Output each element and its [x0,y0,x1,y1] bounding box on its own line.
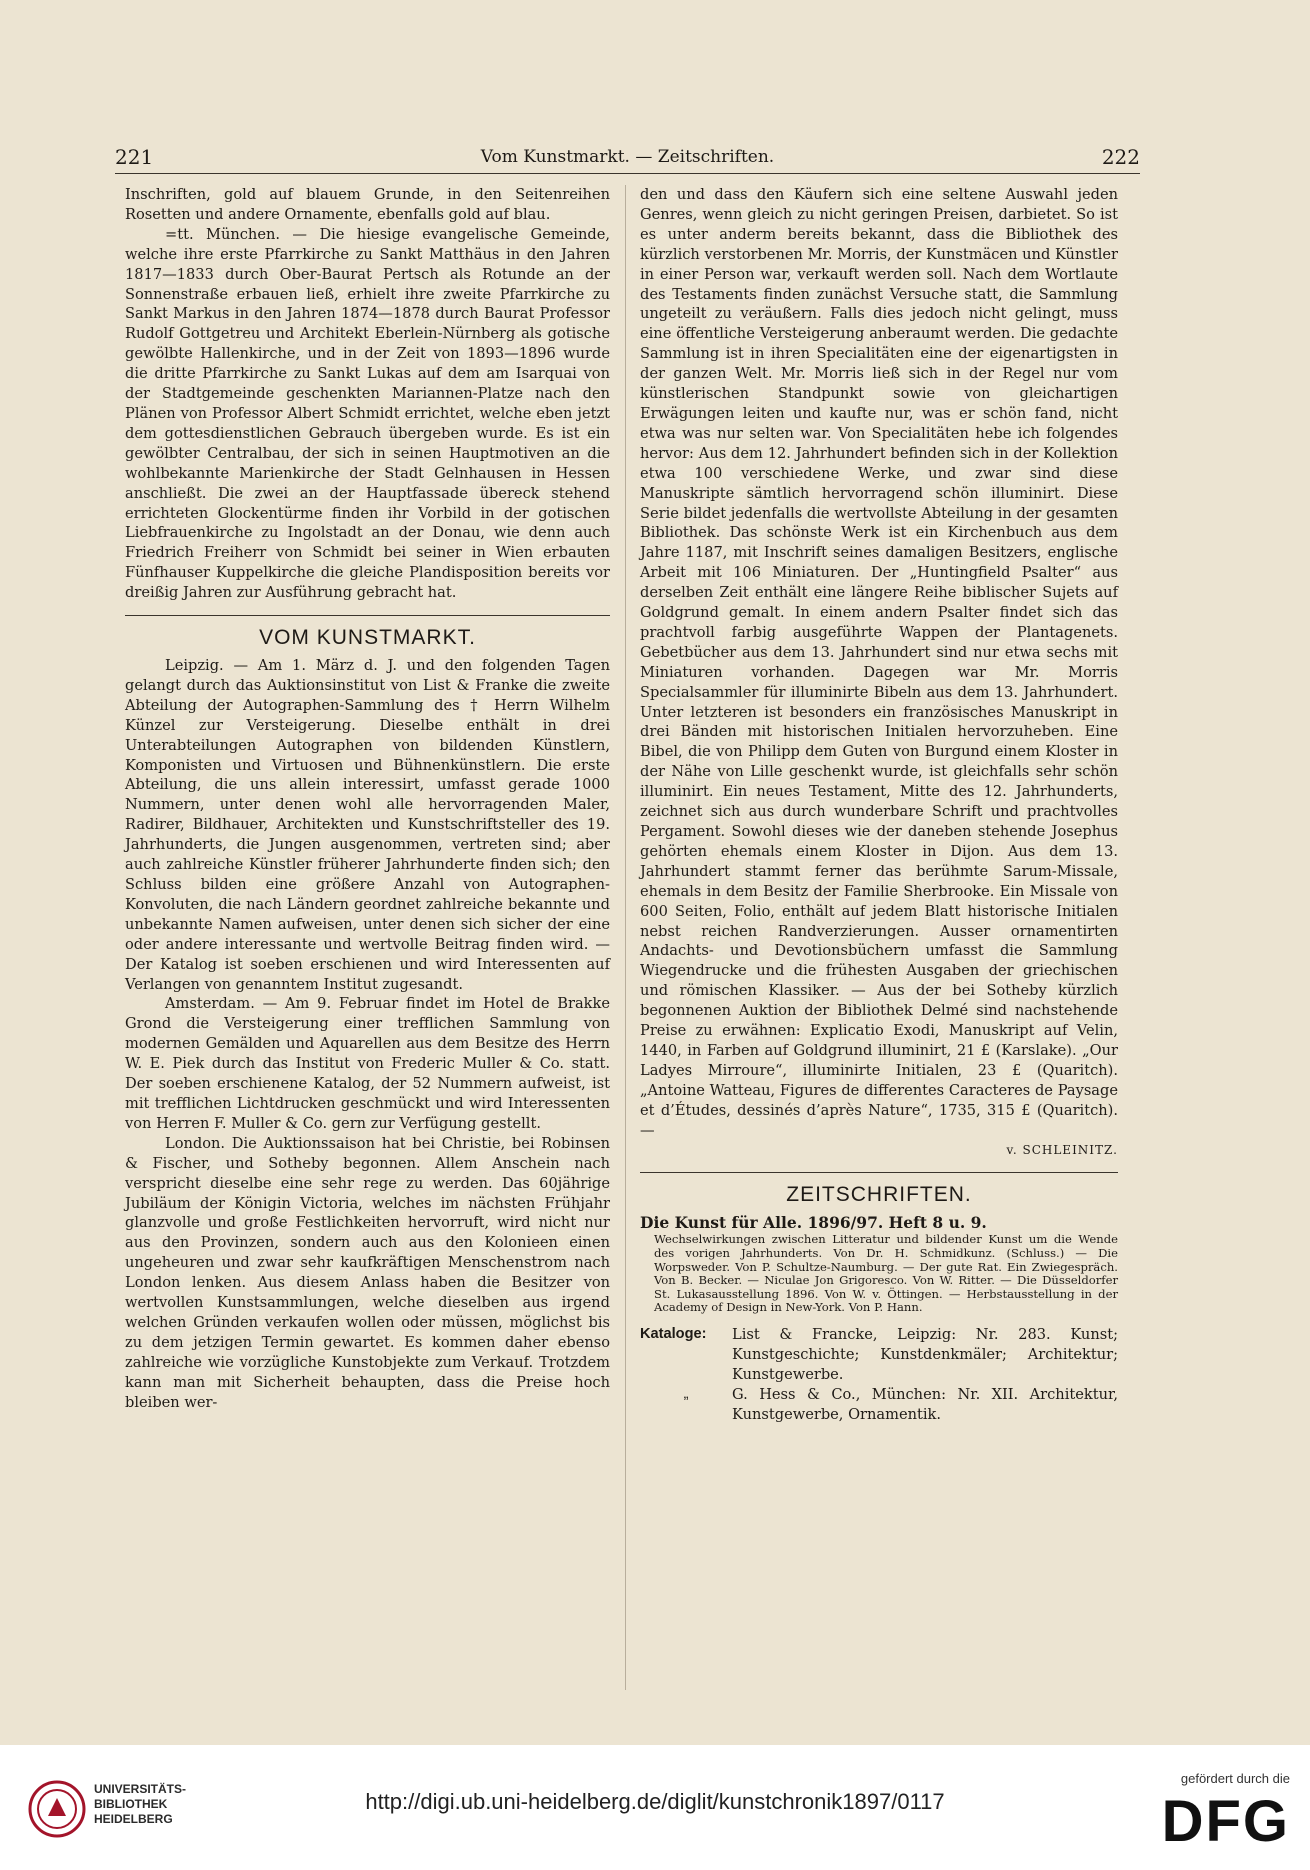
catalog-label: Kataloge: [640,1325,707,1342]
section-rule [125,615,610,616]
page-header [115,145,1140,175]
digitization-footer [0,1745,1310,1870]
paragraph-leipzig: Leipzig. — Am 1. März d. J. und den folgenden Tagen gelangt durch das Auktionsinstitut von List & Franke die zweite Abteilung der Autographen-Sammlung des † Herrn Wilhelm Künzel zur Versteigerung. Dieselbe enthält in drei Unterabteilungen Autographen von bildenden Künstlern, Komponisten und Virtuosen und Bühnenkünstlern. Die erste Abteilung, die uns allein interessirt, umfasst gerade 1000 Nummern, unter denen wohl alle hervorragenden Maler, Radirer, Bildhauer, Architekten und Kunstschriftsteller des 19. Jahrhunderts, die Jungen ausgenommen, vertreten sind; aber auch zahlreiche Künstler früherer Jahrhunderte finden sich; den Schluss bilden eine größere Anzahl von Autographen-Konvoluten, die nach Ländern geordnet zahlreiche bekannte und unbekannte Namen aufweisen, unter denen sich sicher der eine oder andere interessante und wertvolle Beitrag finden wird. — Der Katalog ist soeben erschienen und wird Interessenten auf Verlangen von genanntem Institut zugesandt. [125,657,610,993]
catalog-entry [640,1385,1118,1425]
catalog-ditto-mark: „ [683,1385,689,1402]
catalog-entry [640,1325,1118,1385]
page-content [115,135,1140,1675]
paragraph-amsterdam: Amsterdam. — Am 9. Februar findet im Hotel de Brakke Grond die Versteigerung einer trefflichen Sammlung von modernen Gemälden und Aquarellen aus dem Besitze des Herrn W. E. Piek durch das Institut von Frederic Muller & Co. statt. Der soeben erschienene Katalog, der 52 Nummern aufweist, ist mit trefflichen Lichtdrucken geschmückt und wird Interessenten von Herren F. Muller & Co. gern zur Verfügung gestellt. [125,995,610,1132]
library-name-line: BIBLIOTHEK [94,1797,168,1811]
paragraph-london: London. Die Auktionssaison hat bei Christie, bei Robinsen & Fischer, und Sotheby begonnen. Allem Anschein nach verspricht dieselbe eine sehr rege zu werden. Das 60jährige Jubiläum der Königin Victoria, welches im nächsten Frühjahr glanzvolle und große Festlichkeiten hervorruft, wird nicht nur aus den Provinzen, sondern auch aus den Kolonieen einen ungeheuren und zwar sehr kaufkräftigen Menschenstrom nach London lenken. Aus diesem Anlass haben die Besitzer von wertvollen Kunstsammlungen, welche dieselben aus irgend welchen Gründen verkaufen wollen oder müssen, möglichst bis zu dem jetzigen Termin gewartet. Es kommen daher ebenso zahlreiche wie vorzügliche Kunstobjekte zum Verkauf. Trotzdem kann man mit Sicherheit behaupten, dass die Preise hoch bleiben wer- [125,1134,610,1411]
library-name-line: HEIDELBERG [94,1812,173,1826]
page-number-left: 221 [115,145,154,169]
author-signature: v. SCHLEINITZ. [1006,1142,1118,1157]
paragraph-muenchen: =tt. München. — Die hiesige evangelische Gemeinde, welche ihre erste Pfarrkirche zu Sankt Matthäus in den Jahren 1817—1833 durch Ober-Baurat Pertsch als Rotunde an der Sonnenstraße erbauen ließ, erhielt ihre zweite Pfarrkirche zu Sankt Markus in den Jahren 1874—1878 durch Baurat Professor Rudolf Gottgetreu und Architekt Eberlein-Nürnberg als gotische gewölbte Hallenkirche, und in der Zeit von 1893—1896 wurde die dritte Pfarrkirche zu Sankt Lukas auf dem am Isarquai von der Stadtgemeinde geschenkten Mariannen-Platze nach den Plänen von Professor Albert Schmidt errichtet, welche eben jetzt dem gottesdienstlichen Gebrauch übergeben wurde. Es ist ein gewölbter Centralbau, der sich in seinen Hauptmotiven an die wohlbekannte Marienkirche der Stadt Gelnhausen in Hessen anschließt. Die zwei an der Hauptfassade übereck stehend errichteten Glockentürme finden ihr Vorbild in der gotischen Liebfrauenkirche zu Ingolstadt an der Donau, wie denn auch Friedrich Freiherr von Schmidt bei seiner in Wien erbauten Fünfhauser Kuppelkirche die gleiche Plandisposition bereits vor dreißig Jahren zur Ausführung gebracht hat. [125,225,610,602]
permalink-url[interactable]: http://digi.ub.uni-heidelberg.de/diglit/kunstchronik1897/0117 [365,1789,945,1814]
funded-by-text: gefördert durch die [1180,1771,1290,1786]
section-rule [640,1172,1118,1173]
page-number-right: 222 [1101,145,1140,169]
running-title: Vom Kunstmarkt. — Zeitschriften. [480,147,775,167]
journal-contents: Wechselwirkungen zwischen Litteratur und bildender Kunst um die Wende des vorigen Jahrhunderts. Von Dr. H. Schmidkunz. (Schluss.) — Die Worpsweder. Von P. Schultze-Naumburg. — Der gute Rat. Ein Zwiegespräch. Von B. Becker. — Niculae Jon Grigoresco. Von W. Ritter. — Die Düsseldorfer St. Lukasausstellung 1896. Von W. v. Öttingen. — Herbstausstellung in der Academy of Design in New-York. Von P. Hann. [654,1232,1118,1315]
right-column [640,185,1118,1425]
section-title-zeitschriften: ZEITSCHRIFTEN. [786,1183,972,1207]
dfg-logo[interactable]: DFG [1161,1789,1290,1854]
catalog-text: G. Hess & Co., München: Nr. XII. Architektur, Kunstgewerbe, Ornamentik. [732,1385,1118,1423]
section-title-kunstmarkt: VOM KUNSTMARKT. [259,626,476,650]
journal-title: Die Kunst für Alle. 1896/97. Heft 8 u. 9. [640,1213,987,1233]
header-rule [115,173,1140,174]
paragraph-morris: den und dass den Käufern sich eine seltene Auswahl jeden Genres, wenn gleich zu nicht geringen Preisen, darbietet. So ist es unter anderm bereits bekannt, dass die Bibliothek des kürzlich verstorbenen Mr. Morris, der Kunstmäcen und Künstler in einer Person war, verkauft werden soll. Nach dem Wortlaute des Testaments finden zunächst Versuche statt, die Sammlung ungeteilt zu veräußern. Falls dies jedoch nicht gelingt, muss eine öffentliche Versteigerung anberaumt werden. Die gedachte Sammlung ist in ihren Specialitäten eine der eigenartigsten in der ganzen Welt. Mr. Morris ließ sich in der Regel nur vom künstlerischen Standpunkt sowie von gleichartigen Erwägungen leiten und kaufte nur, was er schön fand, nicht etwa was nur selten war. Von Specialitäten hebe ich folgendes hervor: Aus dem 12. Jahrhundert befinden sich in der Kollektion etwa 100 verschiedene Werke, und zwar sind diese Manuskripte sämtlich hervorragend schön illuminirt. Diese Serie bildet jedenfalls die wertvollste Abteilung in der gesamten Bibliothek. Das schönste Werk ist ein Kirchenbuch aus dem Jahre 1187, mit Inschrift seines damaligen Besitzers, englische Arbeit mit 106 Miniaturen. Der „Huntingfield Psalter“ aus derselben Zeit enthält eine längere Reihe biblischer Sujets auf Goldgrund gemalt. In einem andern Psalter findet sich das prachtvoll farbig ausgeführte Wappen der Plantagenets. Gebetbücher aus dem 13. Jahrhundert sind nur etwa sechs mit Miniaturen vorhanden. Dagegen war Mr. Morris Specialsammler für illuminirte Bibeln aus dem 13. Jahrhundert. Unter letzteren ist besonders ein französisches Manuskript in drei Bänden mit historischen Initialen hervorzuheben. Eine Bibel, die von Philipp dem Guten von Burgund einem Kloster in der Nähe von Lille geschenkt wurde, ist gleichfalls sehr schön illuminirt. Ein neues Testament, Mitte des 12. Jahrhunderts, zeichnet sich aus durch wunderbare Schrift und prachtvolles Pergament. Sowohl dieses wie der daneben stehende Josephus gehörten ehemals einem Kloster in Dijon. Aus dem 13. Jahrhundert stammt ferner das berühmte Sarum-Missale, ehemals in dem Besitz der Familie Sherbrooke. Ein Missale von 600 Seiten, Folio, enthält auf jedem Blatt historische Initialen nebst reichen Randverzierungen. Ausser ornamentirten Andachts- und Devotionsbüchern umfasst die Sammlung Wiegendrucke und die frühesten Ausgaben der griechischen und römischen Klassiker. — Aus der bei Sotheby kürzlich begonnenen Auktion der Bibliothek Delmé sind nachstehende Preise zu erwähnen: Explicatio Exodi, Manuskript auf Velin, 1440, in Farben auf Goldgrund illuminirt, 21 £ (Karslake). „Our Ladyes Mirroure“, illuminirte Initialen, 23 £ (Quaritch). „Antoine Watteau, Figures de differentes Caracteres de Paysage et d’Études, dessinés d’après Nature“, 1735, 315 £ (Quaritch). — [640,186,1118,1139]
column-divider [625,185,626,1690]
left-column [125,185,610,1412]
catalog-text: List & Francke, Leipzig: Nr. 283. Kunst; Kunstgeschichte; Kunstdenkmäler; Architektur; Kunstgewerbe. [732,1325,1118,1383]
library-name-line: UNIVERSITÄTS- [94,1782,187,1796]
paragraph-inschriften: Inschriften, gold auf blauem Grunde, in den Seitenreihen Rosetten und andere Ornamente, ebenfalls gold auf blau. [125,186,610,223]
